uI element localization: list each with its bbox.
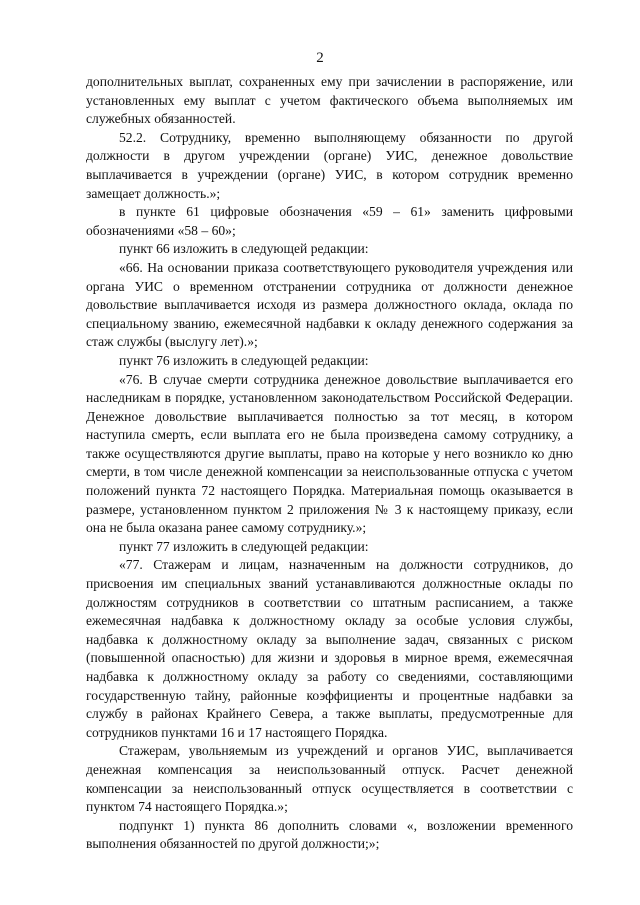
paragraph: «66. На основании приказа соответствующего руководителя учреждения или органа УИС о временном отстранении сотрудника от должности денежное довольствие выплачивается исходя из размера должностного оклада, оклада по специальному званию, ежемесячной надбавки к окладу денежного содержания за стаж службы (выслугу лет).»; xyxy=(86,259,573,350)
paragraph: в пункте 61 цифровые обозначения «59 – 61» заменить цифровыми обозначениями «58 – 60»; xyxy=(86,204,573,238)
paragraph: Стажерам, увольняемым из учреждений и органов УИС, выплачивается денежная компенсация за неиспользованный отпуск. Расчет денежной компенсации за неиспользованный отпуск осуществляется в соответствии с пунктом 74 настоящего Порядка.»; xyxy=(86,743,573,815)
paragraph: «76. В случае смерти сотрудника денежное довольствие выплачивается его наследникам в порядке, установленном законодательством Российской Федерации. Денежное довольствие выплачивается полностью за тот месяц, в котором наступила смерть, если выплата его не была произведена самому сотруднику, а также осуществляются другие выплаты, право на которые у него возникло ко дню смерти, в том числе денежной компенсации за неиспользованные отпуска с учетом положений пункта 72 настоящего Порядка. Материальная помощь оказывается в размере, установленном пунктом 2 приложения № 3 к настоящему приказу, если она не была оказана ранее самому сотруднику.»; xyxy=(86,371,573,536)
document-body xyxy=(86,73,573,854)
paragraph: 52.2. Сотруднику, временно выполняющему обязанности по другой должности в другом учреждении (органе) УИС, денежное довольствие выплачивается в учреждении (органе) УИС, в котором сотрудник временно замещает должность.»; xyxy=(86,129,573,201)
paragraph: пункт 66 изложить в следующей редакции: xyxy=(119,241,369,257)
paragraph: «77. Стажерам и лицам, назначенным на должности сотрудников, до присвоения им специальных званий устанавливаются должностные оклады по должностям сотрудников в соответствии со штатным расписанием, а также ежемесячная надбавка к должностному окладу за особые условия службы, надбавка к должностному окладу за выполнение задач, связанных с риском (повышенной опасностью) для жизни и здоровья в мирное время, ежемесячная надбавка к должностному окладу за работу со сведениями, составляющими государственную тайну, районные коэффициенты и процентные надбавки за службу в районах Крайнего Севера, а также выплаты, предусмотренные для сотрудников пунктами 16 и 17 настоящего Порядка. xyxy=(86,557,573,740)
page-number: 2 xyxy=(316,50,324,66)
paragraph: пункт 77 изложить в следующей редакции: xyxy=(119,538,369,554)
paragraph: подпункт 1) пункта 86 дополнить словами «, возложении временного выполнения обязанностей по другой должности;»; xyxy=(86,817,573,852)
paragraph: дополнительных выплат, сохраненных ему при зачислении в распоряжение, или установленных ему выплат с учетом фактического объема выполняемых им служебных обязанностей. xyxy=(86,74,573,127)
paragraph: пункт 76 изложить в следующей редакции: xyxy=(119,352,369,368)
